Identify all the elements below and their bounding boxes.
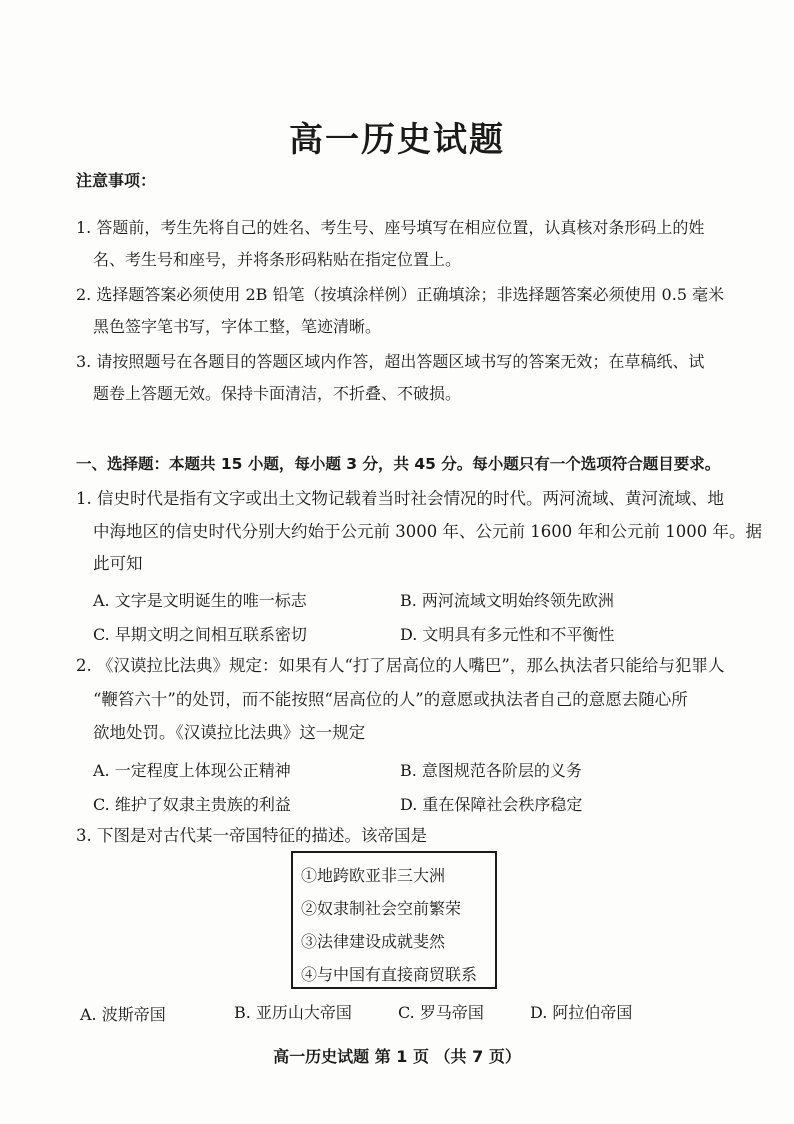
notes-heading: 注意事项： xyxy=(76,171,157,190)
section-heading: 一、选择题：本题共 15 小题，每小题 3 分，共 45 分。每小题只有一个选项符合题目要求。 xyxy=(76,455,721,473)
page-footer: 高一历史试题 第 1 页 （共 7 页） xyxy=(273,1047,521,1066)
q2-option-c: C. 维护了奴隶主贵族的利益 xyxy=(93,795,291,814)
q1-stem-line-2: 中海地区的信史时代分别大约始于公元前 3000 年、公元前 1600 年和公元前 1000 年。据 xyxy=(93,522,762,541)
q3-feature-1: ①地跨欧亚非三大洲 xyxy=(301,866,446,885)
q3-stem: 3. 下图是对古代某一帝国特征的描述。该帝国是 xyxy=(76,826,427,845)
q1-option-a: A. 文字是文明诞生的唯一标志 xyxy=(93,591,307,610)
q2-stem-line-1: 2. 《汉谟拉比法典》规定：如果有人“打了居高位的人嘴巴”，那么执法者只能给与犯罪人 xyxy=(76,656,725,675)
q1-stem-line-1: 1. 信史时代是指有文字或出土文物记载着当时社会情况的时代。两河流域、黄河流域、地 xyxy=(76,489,724,508)
note-line-5: 3. 请按照题号在各题目的答题区域内作答，超出答题区域书写的答案无效；在草稿纸、试 xyxy=(76,352,705,371)
q3-option-c: C. 罗马帝国 xyxy=(398,1003,484,1022)
q3-feature-3: ③法律建设成就斐然 xyxy=(301,932,446,951)
q1-option-c: C. 早期文明之间相互联系密切 xyxy=(93,625,307,644)
exam-title: 高一历史试题 xyxy=(289,120,505,160)
q2-option-a: A. 一定程度上体现公正精神 xyxy=(93,761,291,780)
q2-option-b: B. 意图规范各阶层的义务 xyxy=(400,761,582,780)
q3-option-b: B. 亚历山大帝国 xyxy=(234,1003,352,1022)
note-line-4: 黑色签字笔书写，字体工整，笔迹清晰。 xyxy=(93,317,382,336)
note-line-6: 题卷上答题无效。保持卡面清洁，不折叠、不破损。 xyxy=(93,384,462,403)
note-line-1: 1. 答题前，考生先将自己的姓名、考生号、座号填写在相应位置，认真核对条形码上的姓 xyxy=(76,218,705,237)
q2-option-d: D. 重在保障社会秩序稳定 xyxy=(400,795,583,814)
q3-feature-4: ④与中国有直接商贸联系 xyxy=(301,965,478,984)
note-line-2: 名、考生号和座号，并将条形码粘贴在指定位置上。 xyxy=(93,250,462,269)
q3-feature-2: ②奴隶制社会空前繁荣 xyxy=(301,899,462,918)
q2-stem-line-3: 欲地处罚。《汉谟拉比法典》这一规定 xyxy=(93,723,366,742)
q1-option-d: D. 文明具有多元性和不平衡性 xyxy=(400,625,615,644)
q3-option-d: D. 阿拉伯帝国 xyxy=(530,1003,633,1022)
q1-stem-line-3: 此可知 xyxy=(93,554,143,573)
q2-stem-line-2: “鞭笞六十”的处罚，而不能按照“居高位的人”的意愿或执法者自己的意愿去随心所 xyxy=(93,690,688,709)
q1-option-b: B. 两河流域文明始终领先欧洲 xyxy=(400,591,614,610)
note-line-3: 2. 选择题答案必须使用 2B 铅笔（按填涂样例）正确填涂；非选择题答案必须使用 0.5 毫米 xyxy=(76,285,725,304)
q3-feature-box xyxy=(291,851,497,989)
q3-option-a: A. 波斯帝国 xyxy=(80,1005,166,1024)
